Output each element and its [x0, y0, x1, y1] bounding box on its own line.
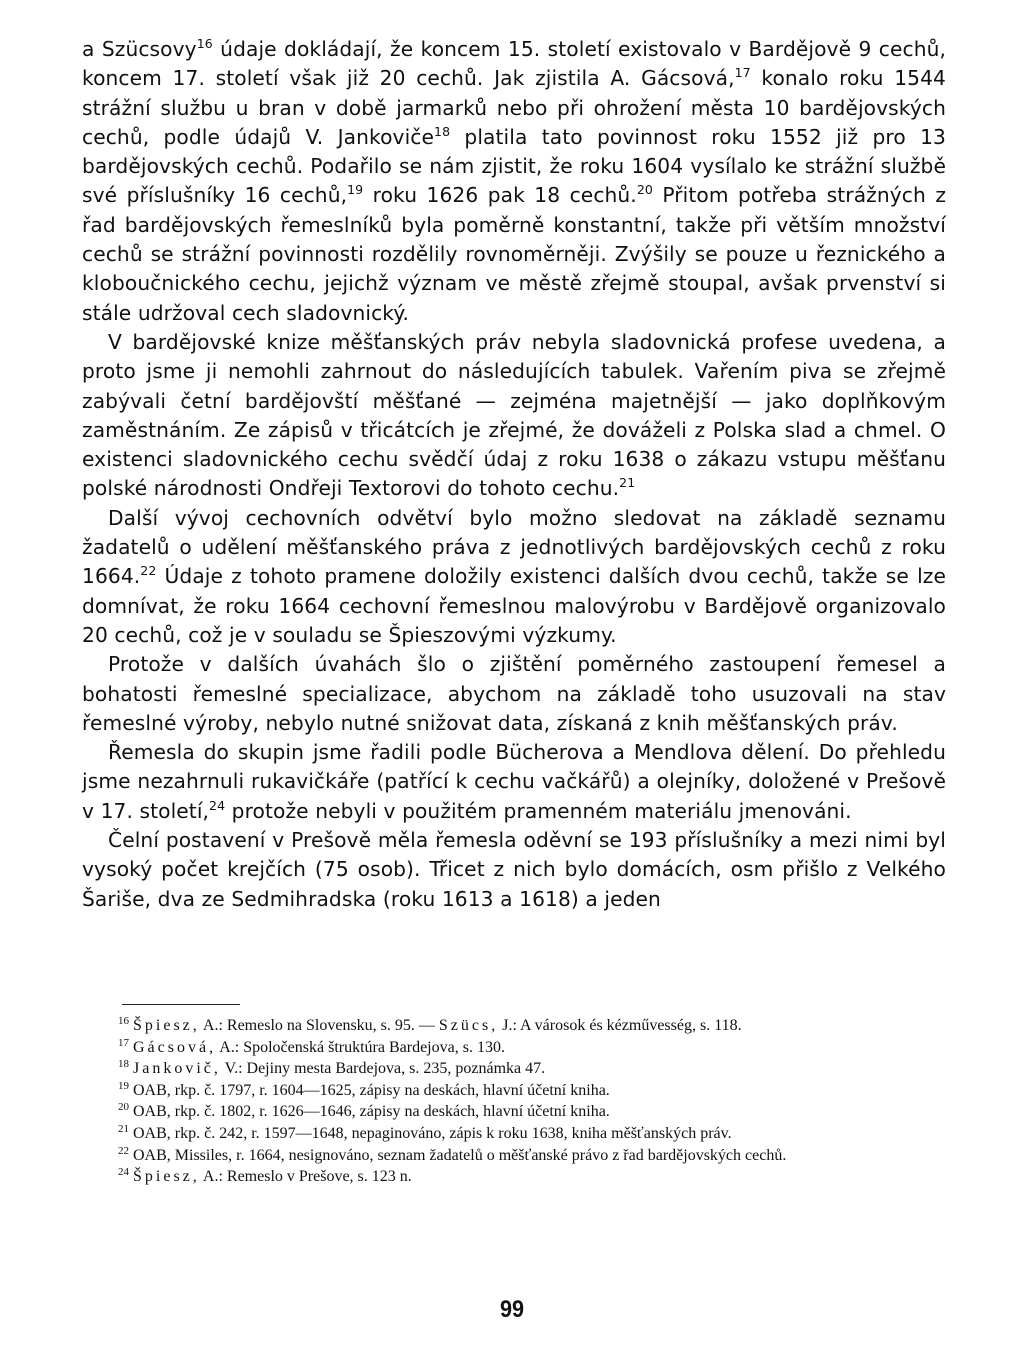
footnote — [82, 1145, 946, 1167]
text-run: Protože v dalších úvahách šlo o zjištění poměrného zastoupení řemesel a bohatosti řemeslné specializace, abychom na základě toho usuzovali na stav řemeslné výroby, nebylo nutné snižovat data, získaná z knih měšťanských práv. — [82, 652, 946, 735]
author-name: Špiesz, — [133, 1017, 200, 1034]
footnote-number: 21 — [118, 1122, 129, 1135]
author-name: Szücs, — [438, 1017, 499, 1034]
body-text — [82, 35, 946, 914]
paragraph — [82, 738, 946, 826]
text-run: Čelní postavení v Prešově měla řemesla oděvní se 193 příslušníky a mezi nimi byl vysoký počet krejčích (75 osob). Třicet z nich bylo domácích, osm přišlo z Velkého Šariše, dva ze Sedmihradska (roku 1613 a 1618) a jeden — [82, 828, 946, 911]
footnote — [82, 1080, 946, 1102]
footnote-number: 18 — [118, 1058, 129, 1071]
footnote-ref: 22 — [140, 563, 157, 579]
footnote-ref: 16 — [196, 36, 213, 51]
author-name: Špiesz, — [133, 1168, 200, 1186]
footnote-ref: 24 — [209, 797, 226, 813]
footnote-separator — [122, 1004, 240, 1005]
text-run: Přitom potřeba strážných z řad bardějovských řemeslníků byla poměrně konstantní, takže při větším množství cechů se strážní povinnosti rozdělily rovnoměrněji. Zvýšily se pouze u řeznického a kloboučnického cechu, jejichž význam ve městě zřejmě stoupal, avšak prvenství si stále udržoval cech sladovnický. — [82, 183, 947, 325]
footnote — [82, 1123, 946, 1145]
footnote-number: 24 — [118, 1166, 129, 1179]
footnote — [82, 1058, 946, 1080]
text-run: V bardějovské knize měšťanských práv nebyla sladovnická profese uvedena, a proto jsme ji nemohli zahrnout do následujících tabulek. Vařením piva se zřejmě zabývali četní bardějovští měšťané — zejména majetnější — jako doplňkovým zaměstnáním. Ze zápisů v třicátcích je zřejmé, že dováželi z Polska slad a chmel. O existenci sladovnického cechu svědčí údaj z roku 1638 o zákazu vstupu měšťanu polské národnosti Ondřeji Textorovi do tohoto cechu. — [82, 329, 946, 501]
footnote-ref: 17 — [734, 65, 751, 81]
paragraph — [82, 650, 946, 738]
text-run: Řemesla do skupin jsme řadili podle Bücherova a Mendlova dělení. Do přehledu jsme nezahrnuli rukavičkáře (patřící k cechu vačkářů) a olejníky, doložené v Prešově v 17. století, — [82, 740, 946, 823]
footnote-number: 20 — [118, 1101, 129, 1114]
footnote — [82, 1166, 946, 1188]
footnotes — [82, 1015, 946, 1188]
text-run: a Szücsovy — [82, 37, 197, 61]
page-number: 99 — [499, 1296, 525, 1323]
footnote-ref: 20 — [636, 182, 653, 198]
text-run: OAB, rkp. č. 1802, r. 1626—1646, zápisy na deskách, hlavní účetní kniha. — [133, 1103, 610, 1121]
text-run: OAB, Missiles, r. 1664, nesignováno, seznam žadatelů o měšťanské právo z řad bardějovských cechů. — [133, 1146, 787, 1164]
author-name: Jankovič, — [133, 1060, 221, 1078]
footnote-number: 17 — [118, 1036, 129, 1049]
paragraph — [82, 328, 946, 504]
paragraph — [82, 826, 946, 914]
text-run: A.: Spoločenská štruktúra Bardejova, s. 130. — [216, 1038, 505, 1056]
footnote-number: 16 — [118, 1015, 129, 1027]
text-run: protože nebyli v použitém pramenném materiálu jmenováni. — [225, 798, 852, 823]
footnote-ref: 19 — [347, 182, 364, 198]
paragraph — [82, 504, 946, 650]
footnote-number: 19 — [118, 1079, 129, 1092]
text-run: A.: Remeslo na Slovensku, s. 95. — — [199, 1017, 439, 1034]
footnote — [82, 1015, 946, 1037]
text-run: roku 1626 pak 18 cechů. — [363, 183, 637, 208]
text-run: V.: Dejiny mesta Bardejova, s. 235, poznámka 47. — [220, 1060, 546, 1078]
text-run: platila tato povinnost roku 1552 již pro 13 bardějovských cechů. Podařilo se nám zjistit, že roku 1604 vysílalo ke strážní službě své příslušníky 16 cechů, — [82, 124, 946, 208]
footnote-ref: 21 — [619, 475, 636, 491]
text-run: údaje dokládají, že koncem 15. století existovalo v Bardějově 9 cechů, koncem 17. století však již 20 cechů. Jak zjistila A. Gácsová, — [82, 37, 946, 91]
author-name: Gácsová, — [133, 1038, 217, 1056]
footnote-number: 22 — [118, 1144, 129, 1157]
text-run: Další vývoj cechovních odvětví bylo možno sledovat na základě seznamu žadatelů o udělení měšťanského práva z jednotlivých bardějovských cechů z roku 1664. — [82, 505, 946, 589]
text-run: OAB, rkp. č. 242, r. 1597—1648, nepaginováno, zápis k roku 1638, kniha měšťanských práv. — [133, 1124, 732, 1142]
footnote — [82, 1101, 946, 1123]
text-run: OAB, rkp. č. 1797, r. 1604—1625, zápisy na deskách, hlavní účetní kniha. — [133, 1081, 610, 1099]
footnote-ref: 18 — [434, 123, 451, 139]
footnote — [82, 1037, 946, 1059]
text-run: konalo roku 1544 strážní službu u bran v době jarmarků nebo při ohrožení města 10 bardějovských cechů, podle údajů V. Jankoviče — [82, 66, 946, 149]
paragraph — [82, 35, 946, 328]
text-run: Údaje z tohoto pramene doložily existenci dalších dvou cechů, takže se lze domnívat, že roku 1664 cechovní řemeslnou malovýrobu v Bardějově organizovalo 20 cechů, což je v souladu se Špieszovými výzkumy. — [82, 564, 946, 647]
text-run: J.: A városok és kézművesség, s. 118. — [498, 1017, 742, 1034]
text-run: A.: Remeslo v Prešove, s. 123 n. — [199, 1168, 412, 1186]
